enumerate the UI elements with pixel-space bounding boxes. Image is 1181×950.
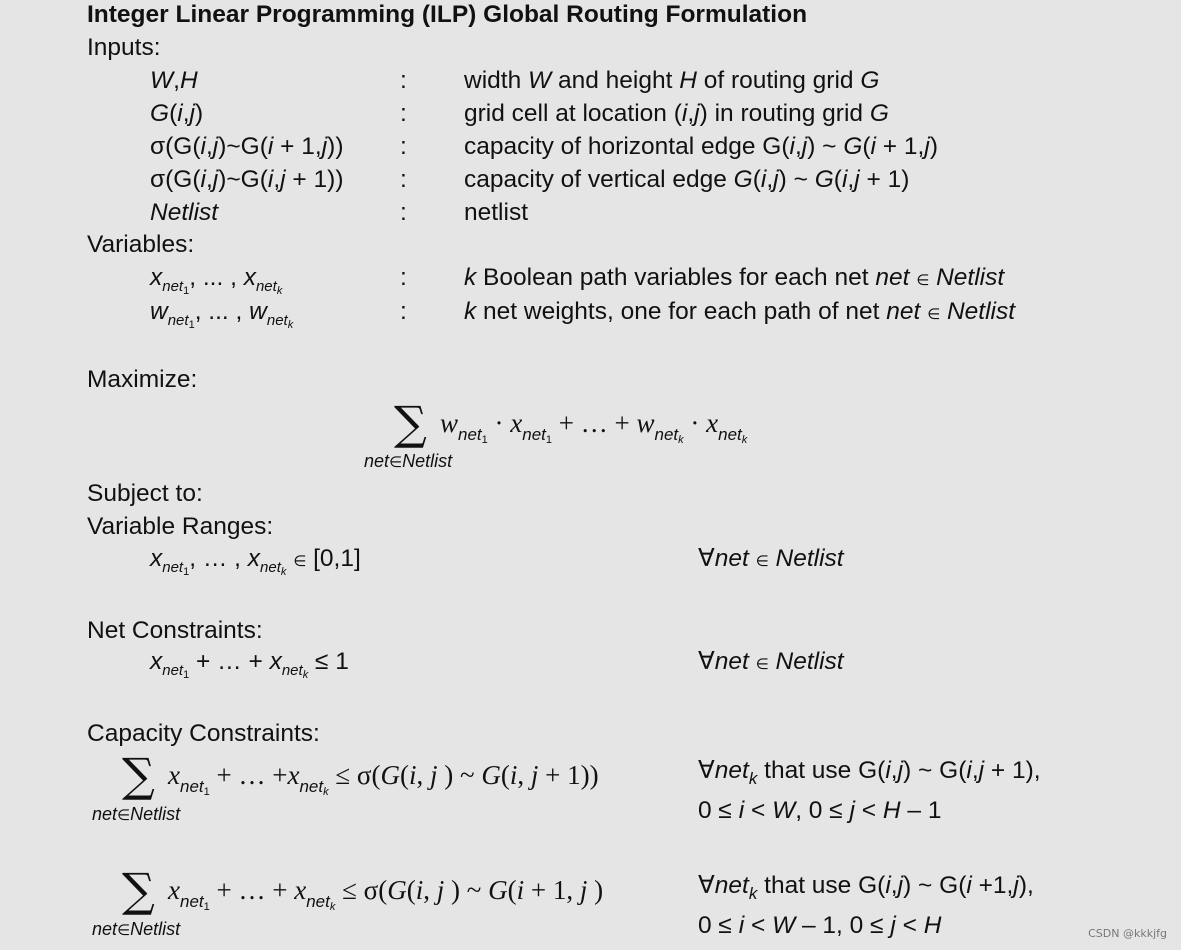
net-constraint-condition: ∀net ∈ Netlist	[698, 648, 844, 675]
range-constraint-expression: $x_{net_1}$, … , $x_{net_k}$ ∈ [0,1]	[150, 545, 361, 578]
colon: :	[400, 67, 407, 94]
input-desc-vertical-capacity: capacity of vertical edge G(i,j) ~ G(i,j + 1)	[464, 166, 910, 193]
objective-sum-index: net∈Netlist	[364, 451, 453, 471]
section-subject-to: Subject to:	[87, 480, 203, 507]
variable-symbol-x: $x_{net_1}$, ... , $x_{net_k}$	[150, 264, 283, 297]
summation-symbol: ∑	[394, 396, 427, 450]
capacity-constraint-horizontal-expression: $x_{net1}$ + … + $x_{netk} \le \sigma(G(i$, j ) ~ G(i + 1, j )	[168, 875, 604, 913]
colon: :	[400, 166, 407, 193]
capacity-constraint-horizontal-condition-2: 0 ≤ i < W – 1, 0 ≤ j < H	[698, 912, 942, 939]
section-net-constraints: Net Constraints:	[87, 617, 263, 644]
variable-desc-w: k net weights, one for each path of net net ∈ Netlist	[464, 298, 1016, 325]
colon: :	[400, 298, 407, 325]
capacity-constraint-vertical-condition-1: ∀net$_k$ that use G(i,j) ~ G(i,j + 1),	[698, 757, 1041, 788]
objective-expression: $w_{net1} \cdot x_{net1}$ + … + $w_{netk} \cdot x_{netk}$	[440, 408, 748, 446]
section-variables: Variables:	[87, 231, 195, 258]
section-inputs: Inputs:	[87, 34, 161, 61]
input-symbol-wh: W,H	[150, 67, 198, 94]
net-constraint-expression: $x_{net_1}$ + … + $x_{net_k} \le 1$	[150, 648, 349, 681]
input-symbol-gij: G(i,j)	[150, 100, 204, 127]
capacity-constraint-vertical-expression: $x_{net1}$ + … $+x_{netk} \le \sigma(G(i$, j ) ~ G(i, j + 1))	[168, 760, 599, 798]
variable-symbol-w: $w_{net_1}$, ... , $w_{net_k}$	[150, 298, 294, 331]
colon: :	[400, 133, 407, 160]
input-desc-horizontal-capacity: capacity of horizontal edge G(i,j) ~ G(i + 1,j)	[464, 133, 938, 160]
capacity-constraint-vertical-condition-2: 0 ≤ i < W, 0 ≤ j < H – 1	[698, 797, 942, 824]
range-constraint-condition: ∀net ∈ Netlist	[698, 545, 844, 572]
capacity-sum-index: net∈Netlist	[92, 919, 181, 939]
variable-desc-x: k Boolean path variables for each net net ∈ Netlist	[464, 264, 1005, 291]
input-desc-wh: width W and height H of routing grid G	[464, 67, 880, 94]
input-symbol-vertical-capacity: σ(G(i,j)~G(i,j + 1))	[150, 166, 344, 193]
capacity-sum-index: net∈Netlist	[92, 804, 181, 824]
input-symbol-horizontal-capacity: σ(G(i,j)~G(i + 1,j))	[150, 133, 344, 160]
capacity-constraint-horizontal-condition-1: ∀net$_k$ that use G(i,j) ~ G(i +1,j),	[698, 872, 1034, 903]
colon: :	[400, 264, 407, 291]
summation-symbol: ∑	[122, 863, 155, 917]
watermark: CSDN @kkkjfg	[1088, 927, 1167, 940]
section-capacity-constraints: Capacity Constraints:	[87, 720, 320, 747]
colon: :	[400, 199, 407, 226]
summation-symbol: ∑	[122, 748, 155, 802]
page-title: Integer Linear Programming (ILP) Global Routing Formulation	[87, 1, 808, 28]
section-maximize: Maximize:	[87, 366, 198, 393]
section-variable-ranges: Variable Ranges:	[87, 513, 274, 540]
input-desc-netlist: netlist	[464, 199, 529, 226]
input-symbol-netlist: Netlist	[150, 199, 219, 226]
input-desc-gij: grid cell at location (i,j) in routing grid G	[464, 100, 889, 127]
colon: :	[400, 100, 407, 127]
